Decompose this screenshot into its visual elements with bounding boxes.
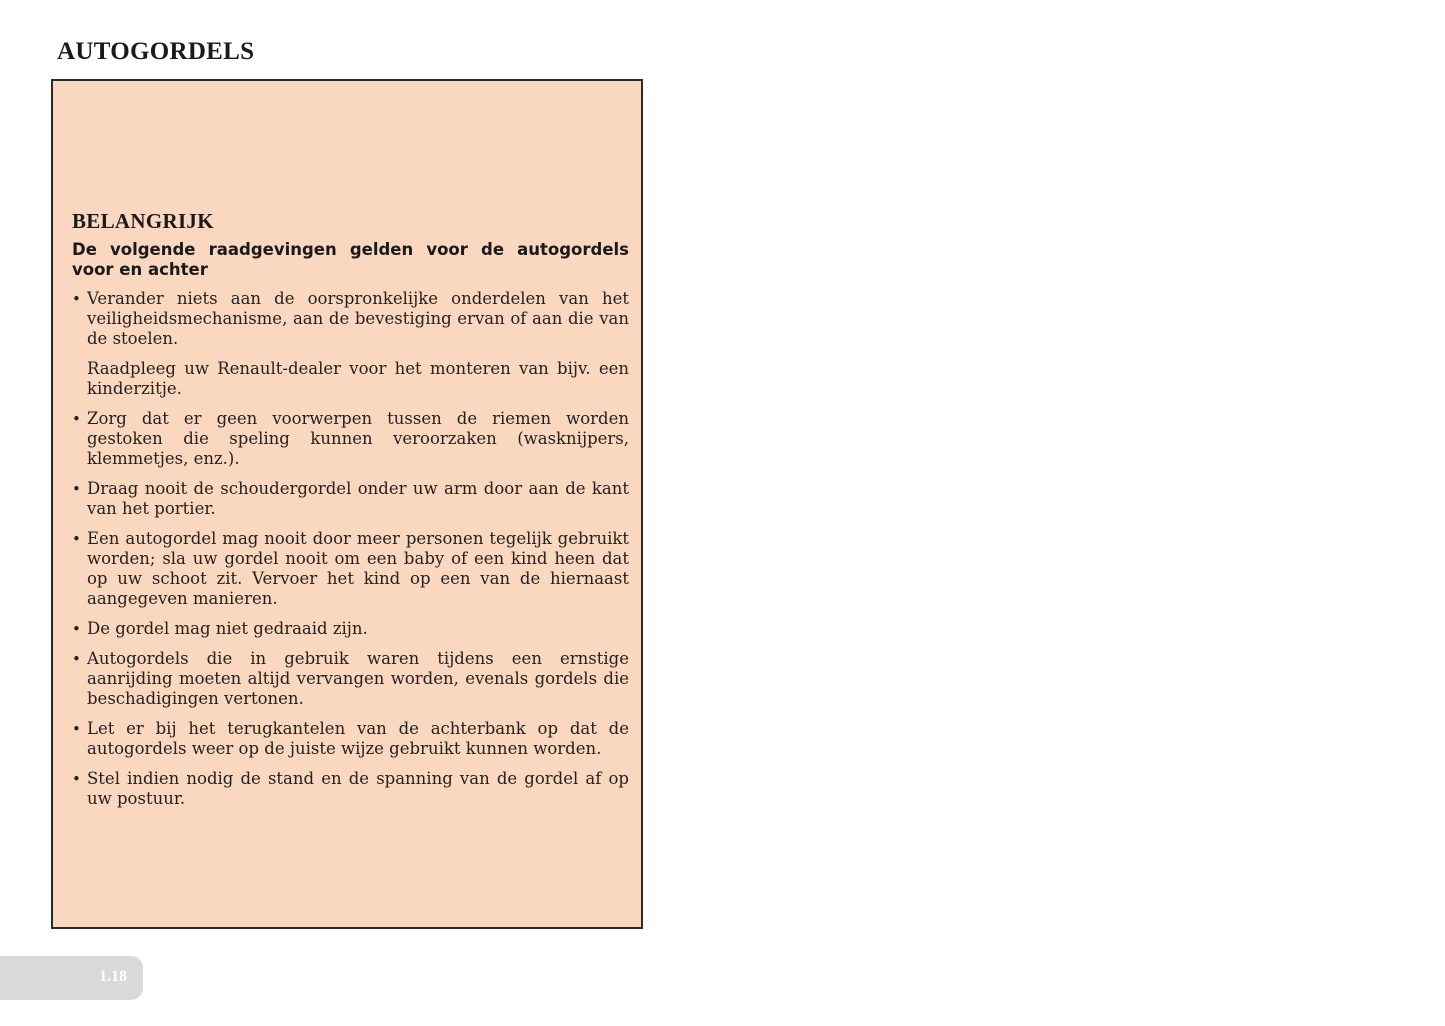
bullet-icon: • [72, 410, 81, 428]
list-item [72, 289, 629, 399]
bullet-icon: • [72, 770, 81, 788]
bullet-icon: • [72, 720, 81, 738]
list-item-text: Autogordels die in gebruik waren tijdens een ernstige aanrijding moeten altijd vervangen worden, evenals gordels die beschadigingen vertonen. [87, 649, 629, 708]
page-number: 1.18 [99, 968, 127, 985]
list-item-note: Raadpleeg uw Renault-dealer voor het monteren van bijv. een kinderzitje. [87, 359, 629, 398]
list-item [72, 769, 629, 809]
list-item [72, 649, 629, 709]
list-item-text: Draag nooit de schoudergordel onder uw arm door aan de kant van het portier. [87, 479, 629, 518]
warning-heading: BELANGRIJK [72, 209, 214, 233]
list-item [72, 409, 629, 469]
list-item-text: Zorg dat er geen voorwerpen tussen de riemen worden gestoken die speling kunnen veroorzaken (wasknijpers, klemmetjes, enz.). [87, 409, 629, 468]
list-item [72, 529, 629, 609]
list-item [72, 719, 629, 759]
list-item-text: De gordel mag niet gedraaid zijn. [87, 619, 368, 638]
warning-content [72, 209, 629, 819]
bullet-icon: • [72, 530, 81, 548]
bullet-icon: • [72, 480, 81, 498]
list-item-text: Een autogordel mag nooit door meer personen tegelijk gebruikt worden; sla uw gordel nooit om een baby of een kind heen dat op uw schoot zit. Vervoer het kind op een van de hiernaast aangegeven manieren. [87, 529, 629, 608]
bullet-icon: • [72, 620, 81, 638]
warning-box [51, 79, 643, 929]
list-item-text: Stel indien nodig de stand en de spanning van de gordel af op uw postuur. [87, 769, 629, 808]
list-item [72, 619, 629, 639]
page-title: AUTOGORDELS [57, 38, 255, 65]
page-number-tab [0, 956, 143, 1000]
list-item-text: Verander niets aan de oorspronkelijke onderdelen van het veiligheidsmechanisme, aan de bevestiging ervan of aan die van de stoelen. [87, 289, 629, 348]
bullet-icon: • [72, 290, 81, 308]
warning-subheading: De volgende raadgevingen gelden voor de autogordels voor en achter [72, 240, 629, 279]
bullet-icon: • [72, 650, 81, 668]
list-item [72, 479, 629, 519]
list-item-text: Let er bij het terugkantelen van de achterbank op dat de autogordels weer op de juiste wijze gebruikt kunnen worden. [87, 719, 629, 758]
advice-list [72, 289, 629, 809]
